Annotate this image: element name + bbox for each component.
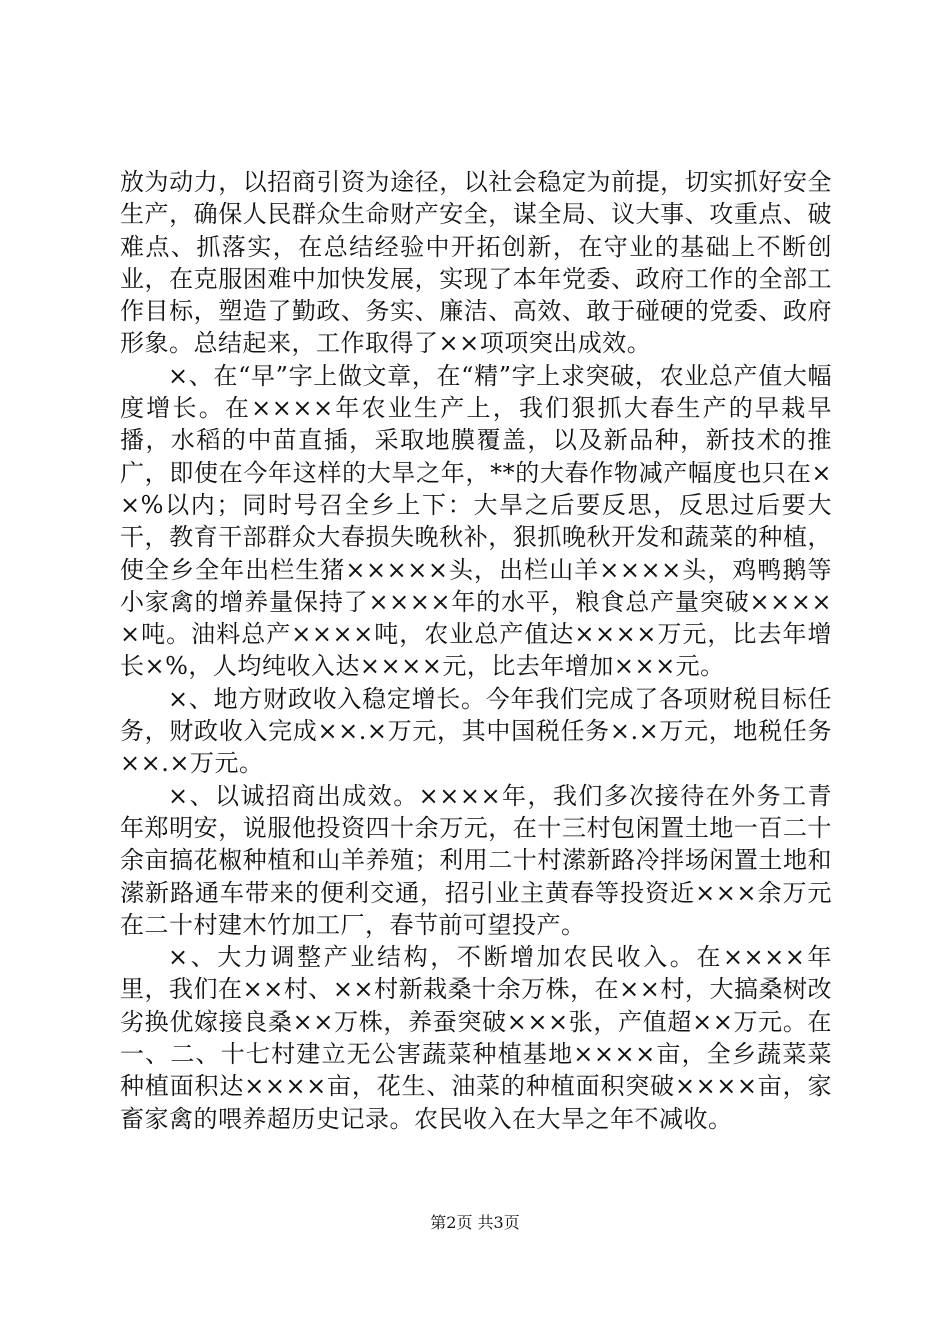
paragraph-industry-structure: ×、大力调整产业结构，不断增加农民收入。在××××年里，我们在××村、××村新栽桑十余万株，在××村，大搞桑树改劣换优嫁接良桑××万株，养蚕突破×××张，产值超××万元。在一、二、十七村建立无公害蔬菜种植基地××××亩，全乡蔬菜菜种植面积达××××亩，花生、油菜的种植面积突破××××亩，家畜家禽的喂养超历史记录。农民收入在大旱之年不减收。 (120, 943, 832, 1133)
paragraph-intro: 放为动力，以招商引资为途径，以社会稳定为前提，切实抓好安全生产，确保人民群众生命财产安全，谋全局、议大事、攻重点、破难点、抓落实，在总结经验中开拓创新，在守业的基础上不断创业，在克服困难中加快发展，实现了本年党委、政府工作的全部工作目标，塑造了勤政、务实、廉洁、高效、敢于碰硬的党委、政府形象。总结起来，工作取得了××项项突出成效。 (120, 168, 832, 358)
paragraph-investment: ×、以诚招商出成效。××××年，我们多次接待在外务工青年郑明安，说服他投资四十余万元，在十三村包闲置土地一百二十余亩搞花椒种植和山羊养殖；利用二十村潆新路冷拌场闲置土地和潆新路通车带来的便利交通，招引业主黄春等投资近×××余万元在二十村建木竹加工厂，春节前可望投产。 (120, 781, 832, 939)
paragraph-agriculture: ×、在“早”字上做文章，在“精”字上求突破，农业总产值大幅度增长。在××××年农业生产上，我们狠抓大春生产的早栽早播，水稻的中苗直插，采取地膜覆盖，以及新品种，新技术的推广，即使在今年这样的大旱之年，**的大春作物减产幅度也只在××%以内；同时号召全乡上下：大旱之后要反思，反思过后要大干，教育干部群众大春损失晚秋补，狠抓晚秋开发和蔬菜的种植，使全乡全年出栏生猪×××××头，出栏山羊××××头，鸡鸭鹅等小家禽的增养量保持了××××年的水平，粮食总产量突破×××××吨。油料总产××××吨，农业总产值达××××万元，比去年增长×%，人均纯收入达××××元，比去年增加×××元。 (120, 361, 832, 681)
document-body (120, 166, 832, 1135)
paragraph-finance: ×、地方财政收入稳定增长。今年我们完成了各项财税目标任务，财政收入完成××.×万元，其中国税任务×.×万元，地税任务××.×万元。 (120, 684, 832, 778)
page-number-footer: 第2页 共3页 (430, 1213, 520, 1232)
